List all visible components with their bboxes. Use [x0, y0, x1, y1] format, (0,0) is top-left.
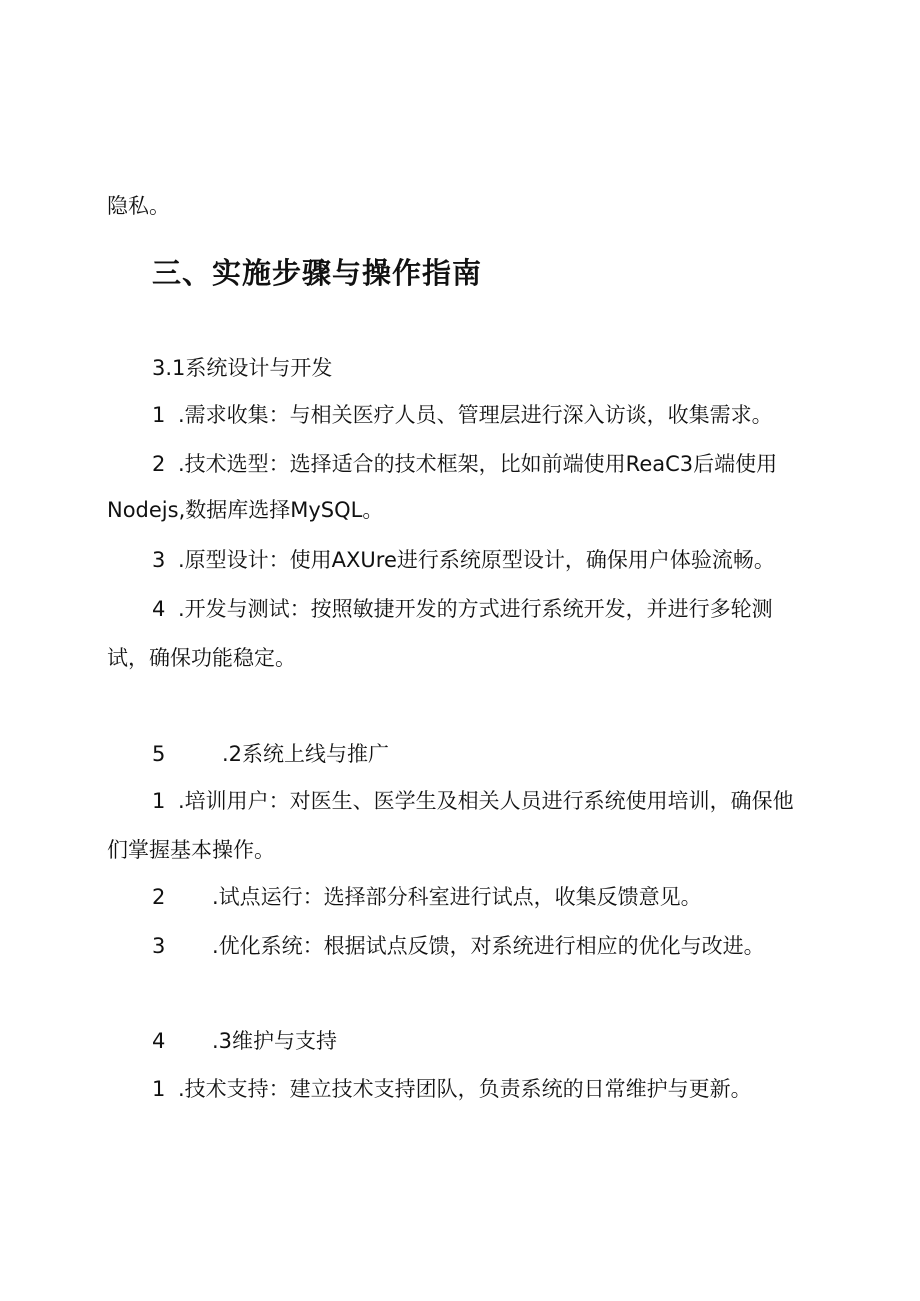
subsection-number: 4 [152, 1029, 166, 1053]
intro-tail-text: 隐私。 [107, 194, 170, 218]
item-number: 3 [152, 548, 166, 572]
list-item [152, 932, 765, 960]
list-item [152, 401, 773, 429]
item-text: .技术选型：选择适合的技术框架，比如前端使用ReaC3后端使用 [178, 452, 778, 476]
list-item [152, 546, 775, 574]
list-item [152, 883, 702, 911]
item-text: .优化系统：根据试点反馈，对系统进行相应的优化与改进。 [212, 934, 765, 958]
item-number: 2 [152, 452, 166, 476]
item-number: 2 [152, 885, 166, 909]
section-title: 三、实施步骤与操作指南 [152, 256, 483, 290]
subsection-title-text: .2系统上线与推广 [222, 742, 390, 766]
item-number: 4 [152, 597, 166, 621]
list-item [152, 1075, 752, 1103]
item-number: 1 [152, 403, 166, 427]
item-text: .技术支持：建立技术支持团队，负责系统的日常维护与更新。 [178, 1077, 752, 1101]
list-item [152, 787, 794, 815]
subsection-3-2-title [152, 740, 389, 768]
item-text: .开发与测试：按照敏捷开发的方式进行系统开发，并进行多轮测 [178, 597, 773, 621]
list-item [152, 450, 777, 478]
item-number: 1 [152, 789, 166, 813]
list-item [152, 595, 773, 623]
list-item-continuation: 们掌握基本操作。 [107, 838, 275, 862]
list-item-continuation: 试，确保功能稳定。 [107, 646, 296, 670]
item-text: .原型设计：使用AXUre进行系统原型设计，确保用户体验流畅。 [178, 548, 775, 572]
subsection-3-1-title: 3.1系统设计与开发 [152, 356, 333, 380]
item-number: 3 [152, 934, 166, 958]
subsection-title-text: .3维护与支持 [212, 1029, 338, 1053]
item-text: .需求收集：与相关医疗人员、管理层进行深入访谈，收集需求。 [178, 403, 773, 427]
item-number: 1 [152, 1077, 166, 1101]
list-item-continuation: Nodejs,数据库选择MySQL。 [107, 498, 384, 522]
item-text: .试点运行：选择部分科室进行试点，收集反馈意见。 [212, 885, 702, 909]
subsection-3-3-title [152, 1027, 337, 1055]
subsection-number: 5 [152, 742, 166, 766]
item-text: .培训用户：对医生、医学生及相关人员进行系统使用培训，确保他 [178, 789, 794, 813]
